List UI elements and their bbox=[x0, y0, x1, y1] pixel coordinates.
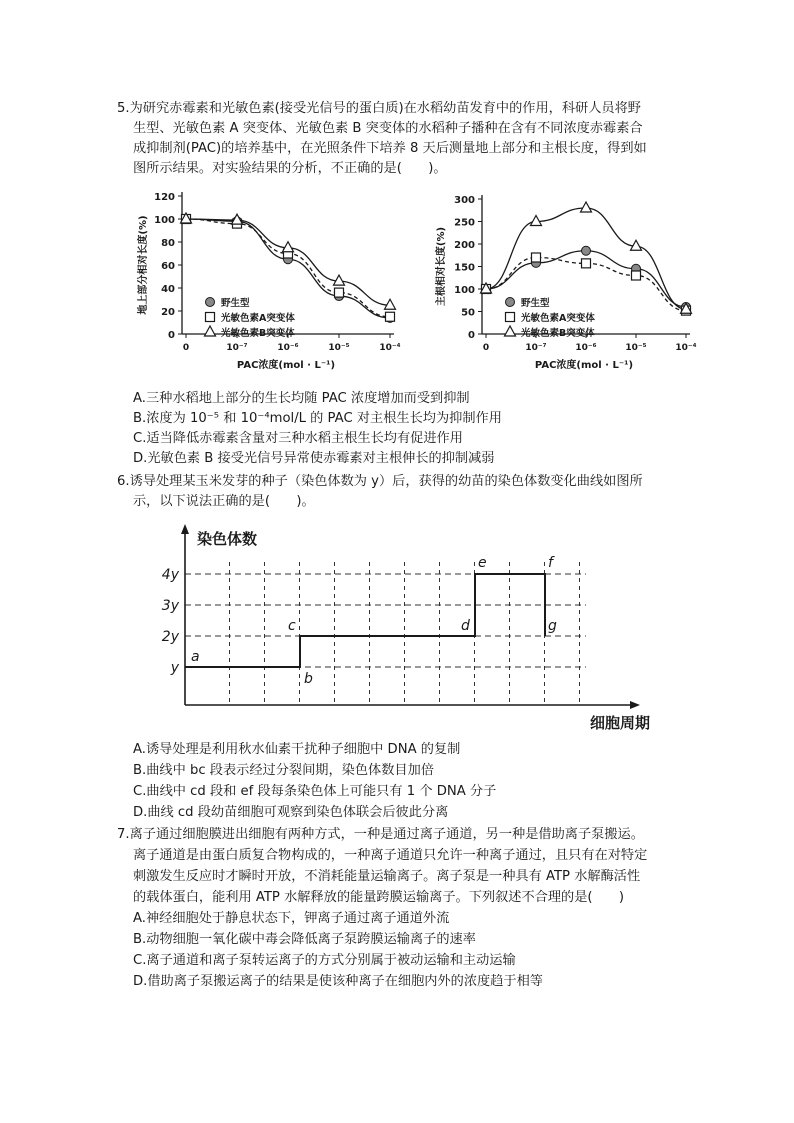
legend-label: 光敏色素A突变体 bbox=[521, 313, 595, 324]
y-tick-label: 100 bbox=[154, 215, 175, 226]
q5-stem-line: 图所示结果。对实验结果的分析，不正确的是( )。 bbox=[133, 161, 447, 176]
x-tick-label: 10⁻⁵ bbox=[625, 343, 647, 353]
y-tick-label: 4y bbox=[161, 567, 179, 583]
point-label: e bbox=[478, 555, 487, 571]
y-tick-label: 20 bbox=[161, 307, 175, 318]
data-point bbox=[386, 312, 395, 321]
y-tick-label: 80 bbox=[161, 238, 175, 249]
data-point bbox=[385, 299, 396, 309]
y-axis-label: 染色体数 bbox=[197, 530, 258, 548]
x-tick-label: 0 bbox=[182, 343, 190, 353]
y-tick-label: 0 bbox=[168, 330, 175, 341]
x-tick-label: 10⁻⁵ bbox=[328, 343, 350, 353]
q7-option-a[interactable]: A.神经细胞处于静息状态下，钾离子通过离子通道外流 bbox=[133, 911, 450, 926]
x-tick-label: 10⁻⁶ bbox=[575, 343, 597, 353]
y-tick-label: 50 bbox=[461, 307, 475, 319]
legend-marker bbox=[206, 313, 215, 322]
q7-stem-line: 刺激发生反应时才瞬时开放，不消耗能量运输离子。离子泵是一种具有 ATP 水解酶活性 bbox=[133, 869, 641, 884]
legend-marker bbox=[505, 326, 516, 336]
step-line bbox=[185, 574, 545, 667]
y-tick-label: 60 bbox=[161, 261, 175, 272]
q6-stem-line: 6.诱导处理某玉米发芽的种子（染色体数为 y）后，获得的幼苗的染色体数变化曲线如图所 bbox=[117, 474, 643, 489]
q5-stem-line: 5.为研究赤霉素和光敏色素(接受光信号的蛋白质)在水稻幼苗发育中的作用，科研人员将野 bbox=[117, 101, 641, 116]
x-tick-label: 10⁻⁷ bbox=[226, 343, 248, 353]
y-tick-label: y bbox=[170, 660, 179, 676]
x-tick-label: 10⁻⁶ bbox=[277, 343, 299, 353]
x-axis-arrow bbox=[630, 701, 640, 709]
legend-label: 野生型 bbox=[221, 298, 250, 309]
q5-option-d[interactable]: D.光敏色素 B 接受光信号异常使赤霉素对主根伸长的抑制减弱 bbox=[133, 451, 495, 466]
q6-option-a[interactable]: A.诱导处理是利用秋水仙素干扰种子细胞中 DNA 的复制 bbox=[133, 742, 461, 757]
point-label: b bbox=[304, 671, 313, 687]
point-label: a bbox=[191, 649, 200, 665]
data-point bbox=[531, 216, 542, 226]
y-axis-label: 地上部分相对长度(%) bbox=[138, 215, 149, 315]
point-label: f bbox=[548, 555, 553, 571]
legend-label: 光敏色素B突变体 bbox=[221, 328, 295, 339]
x-tick-label: 10⁻⁷ bbox=[525, 343, 547, 353]
q5-option-b[interactable]: B.浓度为 10⁻⁵ 和 10⁻⁴mol/L 的 PAC 对主根生长均为抑制作用 bbox=[133, 411, 502, 426]
y-tick-label: 300 bbox=[454, 195, 475, 206]
q7-stem-line: 的载体蛋白，能利用 ATP 水解释放的能量跨膜运输离子。下列叙述不合理的是( ) bbox=[133, 890, 625, 905]
y-tick-label: 100 bbox=[454, 285, 475, 296]
series-line bbox=[186, 219, 390, 318]
legend-marker bbox=[506, 298, 515, 307]
legend-marker bbox=[205, 326, 216, 336]
y-tick-label: 3y bbox=[161, 598, 179, 614]
point-label: d bbox=[461, 618, 470, 634]
point-label: g bbox=[548, 618, 557, 634]
q5-stem-line: 生型、光敏色素 A 突变体、光敏色素 B 突变体的水稻种子播种在含有不同浓度赤霉素合 bbox=[133, 121, 643, 136]
q7-option-c[interactable]: C.离子通道和离子泵转运离子的方式分别属于被动运输和主动运输 bbox=[133, 953, 516, 968]
y-tick-label: 150 bbox=[454, 262, 475, 274]
shoot-length-chart bbox=[118, 182, 418, 387]
data-point bbox=[631, 240, 642, 250]
data-point bbox=[335, 288, 344, 297]
y-tick-label: 200 bbox=[454, 240, 475, 251]
x-tick-label: 0 bbox=[482, 343, 490, 353]
y-axis-arrow bbox=[181, 524, 189, 534]
q5-stem-line: 成抑制剂(PAC)的培养基中，在光照条件下培养 8 天后测量地上部分和主根长度，得到如 bbox=[133, 141, 647, 156]
y-tick-label: 250 bbox=[454, 217, 475, 229]
data-point bbox=[632, 271, 641, 280]
q6-option-b[interactable]: B.曲线中 bc 段表示经过分裂间期，染色体数目加倍 bbox=[133, 763, 434, 778]
legend-marker bbox=[506, 313, 515, 322]
legend-label: 光敏色素A突变体 bbox=[221, 313, 295, 324]
x-axis-label: PAC浓度(mol · L⁻¹) bbox=[534, 360, 634, 371]
data-point bbox=[334, 275, 345, 285]
y-tick-label: 2y bbox=[161, 629, 179, 645]
q7-option-d[interactable]: D.借助离子泵搬运离子的结果是使该种离子在细胞内外的浓度趋于相等 bbox=[133, 974, 543, 989]
legend-marker bbox=[206, 298, 215, 307]
q6-option-c[interactable]: C.曲线中 cd 段和 ef 段每条染色体上可能只有 1 个 DNA 分子 bbox=[133, 784, 497, 799]
data-point bbox=[582, 246, 591, 255]
q6-option-d[interactable]: D.曲线 cd 段幼苗细胞可观察到染色体联会后彼此分离 bbox=[133, 805, 449, 820]
q5-option-a[interactable]: A.三种水稻地上部分的生长均随 PAC 浓度增加而受到抑制 bbox=[133, 391, 470, 406]
q7-option-b[interactable]: B.动物细胞一氧化碳中毒会降低离子泵跨膜运输离子的速率 bbox=[133, 932, 476, 947]
q7-stem-line: 离子通道是由蛋白质复合物构成的，一种离子通道只允许一种离子通过，且只有在对特定 bbox=[133, 848, 648, 863]
data-point bbox=[283, 242, 294, 252]
x-axis-label: 细胞周期 bbox=[590, 714, 650, 730]
q7-stem-line: 7.离子通过细胞膜进出细胞有两种方式，一种是通过离子通道，另一种是借助离子泵搬运。 bbox=[117, 827, 644, 842]
q6-stem-line: 示，以下说法正确的是( )。 bbox=[133, 494, 315, 509]
x-tick-label: 10⁻⁴ bbox=[379, 343, 401, 353]
y-tick-label: 40 bbox=[161, 284, 175, 295]
y-tick-label: 120 bbox=[154, 192, 175, 203]
chromosome-count-chart bbox=[150, 518, 650, 730]
data-point bbox=[581, 202, 592, 212]
q5-option-c[interactable]: C.适当降低赤霉素含量对三种水稻主根生长均有促进作用 bbox=[133, 431, 463, 446]
root-length-chart bbox=[430, 182, 720, 387]
data-point bbox=[532, 253, 541, 262]
data-point bbox=[582, 259, 591, 268]
legend-label: 野生型 bbox=[521, 298, 550, 309]
point-label: c bbox=[288, 618, 296, 634]
y-axis-label: 主根相对长度(%) bbox=[436, 226, 447, 307]
x-tick-label: 10⁻⁴ bbox=[675, 343, 697, 353]
x-axis-label: PAC浓度(mol · L⁻¹) bbox=[236, 360, 336, 371]
y-tick-label: 0 bbox=[468, 330, 475, 341]
legend-label: 光敏色素B突变体 bbox=[521, 328, 595, 339]
